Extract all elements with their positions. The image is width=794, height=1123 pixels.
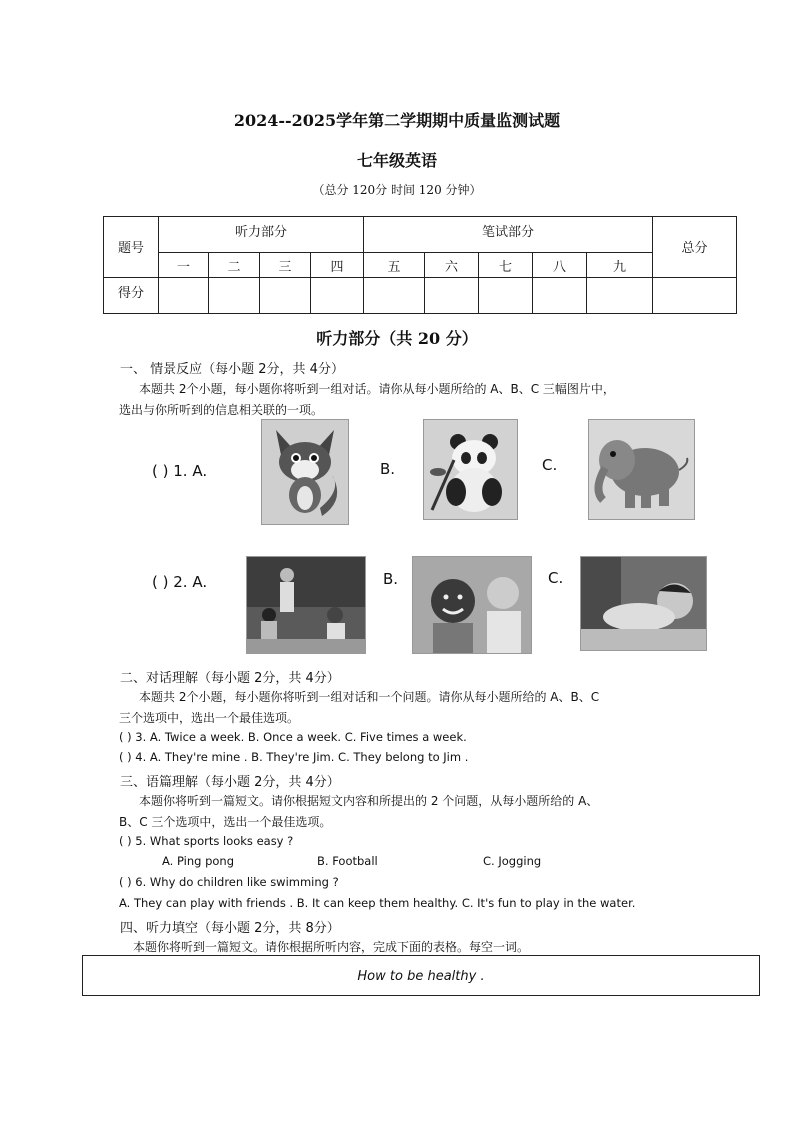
- option-b-label: B.: [380, 460, 396, 478]
- section1-intro: 本题共 2个小题，每小题你将听到一组对话。请你从每小题所给的 A、B、C 三幅图片中，: [139, 382, 615, 396]
- col-header: 二: [209, 253, 260, 277]
- section3-title: 三、语篇理解（每小题 2分，共 4分）: [120, 775, 340, 790]
- score-cell[interactable]: [260, 277, 311, 313]
- section1-title: 一、 情景反应（每小题 2分，共 4分）: [120, 362, 344, 377]
- score-cell[interactable]: [159, 277, 209, 313]
- score-table: [103, 216, 737, 314]
- col-header: 四: [311, 253, 364, 277]
- score-cell[interactable]: [587, 277, 653, 313]
- score-cell[interactable]: [425, 277, 479, 313]
- col-header: 六: [425, 253, 479, 277]
- fox-picture: [261, 419, 349, 525]
- question-5-option-c: C. Jogging: [483, 854, 542, 868]
- question-6: ( ) 6. Why do children like swimming ?: [119, 875, 339, 889]
- row-defen: 得分: [104, 277, 159, 313]
- score-cell[interactable]: [479, 277, 533, 313]
- exam-info: （总分 120分 时间 120 分钟）: [312, 183, 482, 197]
- section1-intro: 选出与你所听到的信息相关联的一项。: [119, 403, 324, 417]
- elephant-picture: [588, 419, 695, 520]
- question-2-label: ( ) 2. A.: [152, 573, 208, 591]
- section3-intro: 本题你将听到一篇短文。请你根据短文内容和所提出的 2 个问题，从每小题所给的 A、: [139, 794, 599, 808]
- section3-intro: B、C 三个选项中，选出一个最佳选项。: [119, 815, 332, 829]
- table-title: How to be healthy .: [357, 969, 485, 984]
- question-4: ( ) 4. A. They're mine . B. They're Jim. C. They belong to Jim .: [119, 750, 469, 764]
- col-header: 三: [260, 253, 311, 277]
- question-1-label: ( ) 1. A.: [152, 462, 208, 480]
- sleeping-kid-picture: [580, 556, 707, 651]
- col-header: 八: [533, 253, 587, 277]
- section4-title: 四、听力填空（每小题 2分，共 8分）: [120, 921, 340, 936]
- score-cell[interactable]: [209, 277, 260, 313]
- header-writing: 笔试部分: [364, 217, 653, 253]
- col-header: 九: [587, 253, 653, 277]
- header-tihao: 题号: [104, 217, 159, 278]
- score-cell[interactable]: [653, 277, 737, 313]
- section2-intro: 本题共 2个小题，每小题你将听到一组对话和一个问题。请你从每小题所给的 A、B、C: [139, 690, 600, 704]
- laughing-kid-picture: [412, 556, 532, 654]
- score-cell[interactable]: [364, 277, 425, 313]
- col-header: 一: [159, 253, 209, 277]
- exam-title: 2024--2025学年第二学期期中质量监测试题: [233, 111, 561, 130]
- question-5-option-b: B. Football: [317, 854, 378, 868]
- question-5: ( ) 5. What sports looks easy ?: [119, 834, 294, 848]
- score-cell[interactable]: [533, 277, 587, 313]
- header-total: 总分: [653, 217, 737, 278]
- classroom-picture: [246, 556, 366, 654]
- panda-picture: [423, 419, 518, 520]
- section4-intro: 本题你将听到一篇短文。请你根据所听内容，完成下面的表格。每空一词。: [133, 940, 530, 954]
- section2-title: 二、对话理解（每小题 2分，共 4分）: [120, 671, 340, 686]
- score-cell[interactable]: [311, 277, 364, 313]
- question-6-options: A. They can play with friends . B. It can keep them healthy. C. It's fun to play in the water.: [119, 896, 636, 910]
- col-header: 七: [479, 253, 533, 277]
- option-c-label: C.: [548, 569, 564, 587]
- section2-intro: 三个选项中，选出一个最佳选项。: [119, 711, 300, 725]
- option-b-label: B.: [383, 570, 399, 588]
- question-5-option-a: A. Ping pong: [162, 854, 235, 868]
- question-3: ( ) 3. A. Twice a week. B. Once a week. C. Five times a week.: [119, 730, 467, 744]
- listening-heading: 听力部分（共 20 分）: [316, 329, 478, 348]
- col-header: 五: [364, 253, 425, 277]
- exam-subject: 七年级英语: [356, 151, 437, 170]
- header-listening: 听力部分: [159, 217, 364, 253]
- option-c-label: C.: [542, 456, 558, 474]
